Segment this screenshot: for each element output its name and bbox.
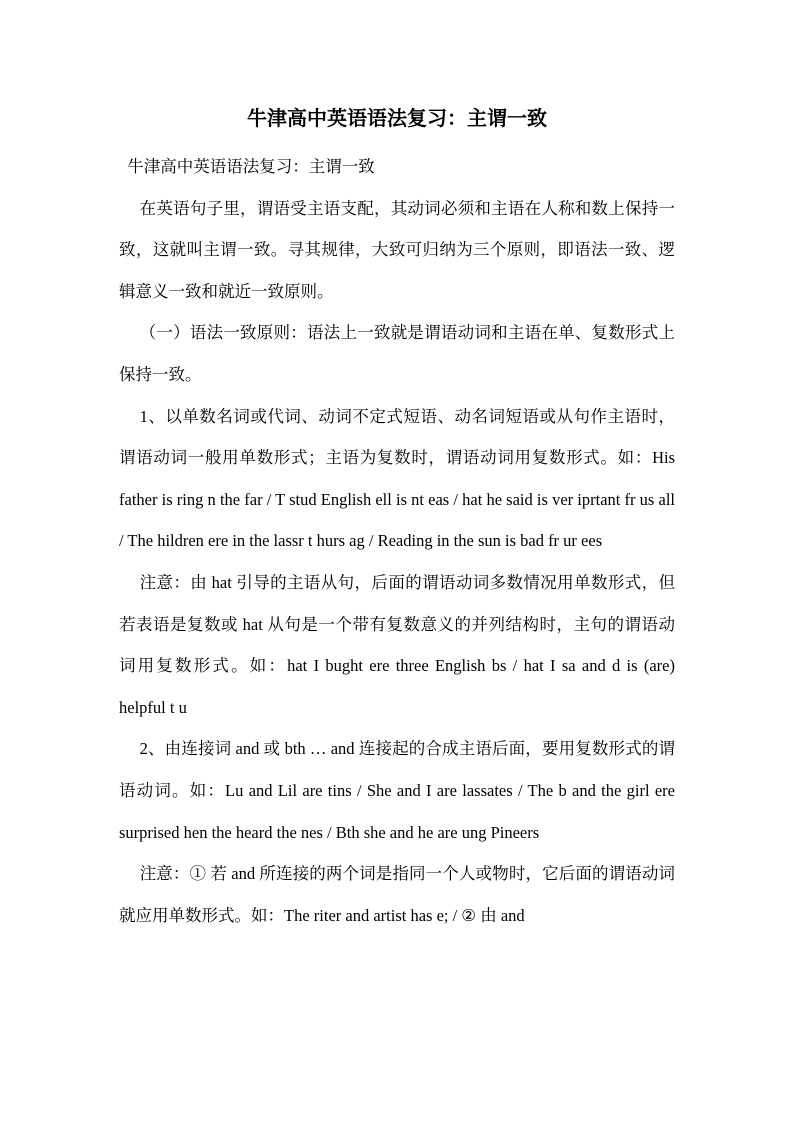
note-two-paragraph: 注意：① 若 and 所连接的两个词是指同一个人或物时，它后面的谓语动词就应用单数形式。如：The riter and artist has e; / ② 由 and [119, 864, 675, 925]
rule-one-paragraph: 1、以单数名词或代词、动词不定式短语、动名词短语或从句作主语时，谓语动词一般用单数形式；主语为复数时，谓语动词用复数形式。如：His father is ring n the far / T stud English ell is nt eas / hat he said is ver iprtant fr us all / The hildren ere in the lassr t hurs ag / Reading in the sun is bad fr ur ees [119, 406, 675, 551]
intro-paragraph: 在英语句子里，谓语受主语支配，其动词必须和主语在人称和数上保持一致，这就叫主谓一致。寻其规律，大致可归纳为三个原则，即语法一致、逻辑意义一致和就近一致原则。 [119, 198, 675, 301]
document-body [119, 146, 675, 936]
document-title: 牛津高中英语语法复习：主谓一致 [247, 106, 547, 130]
subtitle-paragraph: 牛津高中英语语法复习：主谓一致 [127, 157, 375, 176]
principle-one-paragraph: （一）语法一致原则：语法上一致就是谓语动词和主语在单、复数形式上保持一致。 [119, 323, 675, 384]
note-one-paragraph: 注意：由 hat 引导的主语从句，后面的谓语动词多数情况用单数形式，但若表语是复数或 hat 从句是一个带有复数意义的并列结构时，主句的谓语动词用复数形式。如：hat I bught ere three English bs / hat I sa and d is (are) helpful t u [119, 572, 675, 717]
rule-two-paragraph: 2、由连接词 and 或 bth … and 连接起的合成主语后面，要用复数形式的谓语动词。如：Lu and Lil are tins / She and I are lassates / The b and the girl ere surprised hen the heard the nes / Bth she and he are ung Pineers [119, 739, 675, 842]
